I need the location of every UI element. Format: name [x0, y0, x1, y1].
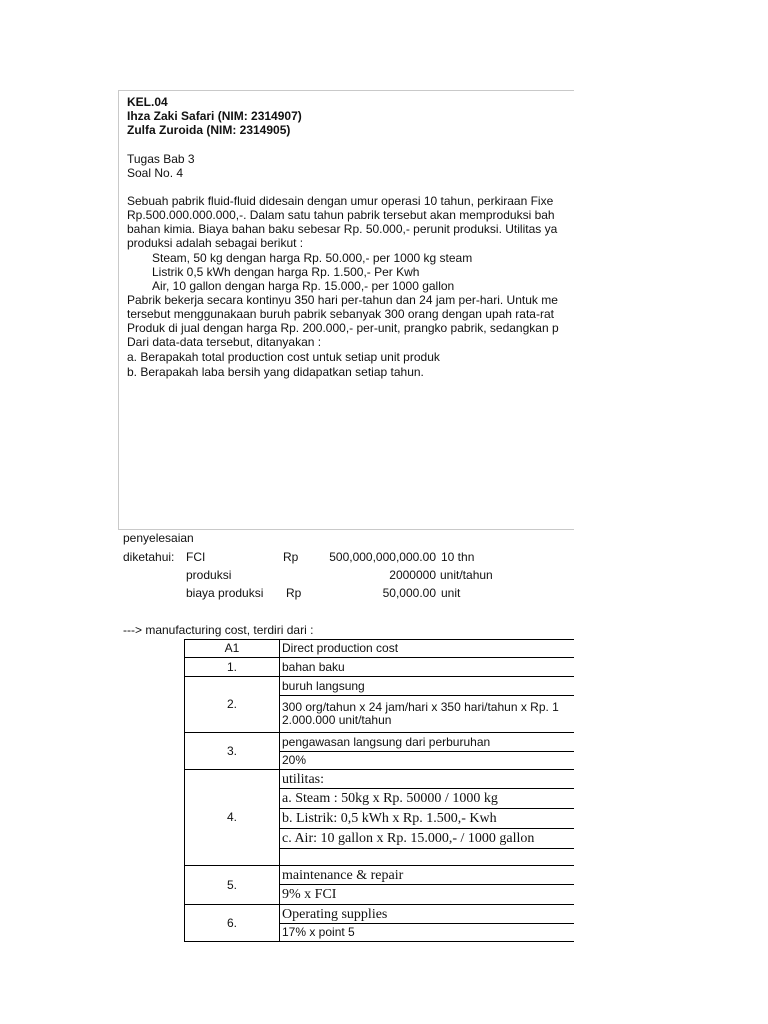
task-label: Tugas Bab 3: [127, 152, 195, 166]
fci-currency: Rp: [283, 550, 299, 564]
table-cell: 9% x FCI: [280, 885, 575, 905]
formula-line: 300 org/tahun x 24 jam/hari x 350 hari/tahun x Rp. 1: [282, 700, 559, 714]
question-a: a. Berapakah total production cost untuk setiap unit produk: [127, 350, 440, 364]
cost-label: biaya produksi: [186, 586, 264, 600]
row-number: 3.: [185, 733, 280, 770]
manufacturing-cost-table: [184, 639, 574, 942]
problem-line: Dari data-data tersebut, ditanyakan :: [127, 335, 322, 349]
table-cell: utilitas:: [280, 770, 575, 789]
table-row: [185, 658, 575, 677]
table-cell: Operating supplies: [280, 905, 575, 924]
table-cell: c. Air: 10 gallon x Rp. 15.000,- / 1000 gallon: [280, 829, 575, 849]
group-label: KEL.04: [127, 95, 168, 109]
member-2: Zulfa Zuroida (NIM: 2314905): [127, 123, 291, 137]
table-row: [185, 733, 575, 752]
table-cell: a. Steam : 50kg x Rp. 50000 / 1000 kg: [280, 789, 575, 809]
table-cell-empty: [280, 849, 575, 866]
cost-unit: unit: [441, 586, 461, 600]
row-number: 6.: [185, 905, 280, 942]
table-row: [185, 677, 575, 696]
question-b: b. Berapakah laba bersih yang didapatkan setiap tahun.: [127, 365, 424, 379]
known-label: diketahui:: [123, 550, 175, 564]
table-cell: 17% x point 5: [280, 924, 575, 942]
problem-line: bahan kimia. Biaya bahan baku sebesar Rp. 50.000,- perunit produksi. Utilitas ya: [127, 222, 558, 236]
table-cell-formula: [280, 696, 575, 733]
table-cell-a1: A1: [185, 640, 280, 658]
fci-value: 500,000,000,000.00: [329, 550, 436, 564]
row-number: 5.: [185, 866, 280, 905]
cost-currency: Rp: [286, 586, 302, 600]
table-cell: 20%: [280, 752, 575, 770]
production-label: produksi: [186, 568, 232, 582]
table-row: [185, 866, 575, 885]
table-cell: maintenance & repair: [280, 866, 575, 885]
problem-line: Rp.500.000.000.000,-. Dalam satu tahun pabrik tersebut akan memproduksi bah: [127, 208, 555, 222]
problem-line: Sebuah pabrik fluid-fluid didesain dengan umur operasi 10 tahun, perkiraan Fixe: [127, 194, 554, 208]
table-cell: b. Listrik: 0,5 kWh x Rp. 1.500,- Kwh: [280, 809, 575, 829]
row-number: 2.: [185, 677, 280, 733]
row-number: 4.: [185, 770, 280, 866]
table-cell: pengawasan langsung dari perburuhan: [280, 733, 575, 752]
problem-line: tersebut menggunakaan buruh pabrik sebanyak 300 orang dengan upah rata-rat: [127, 307, 554, 321]
fci-period: 10 thn: [441, 550, 475, 564]
utility-item: Steam, 50 kg dengan harga Rp. 50.000,- per 1000 kg steam: [152, 251, 473, 265]
production-value: 2000000: [389, 568, 436, 582]
cost-value: 50,000.00: [382, 586, 436, 600]
question-label: Soal No. 4: [127, 166, 184, 180]
table-cell: buruh langsung: [280, 677, 575, 696]
table-row: [185, 640, 575, 658]
production-unit: unit/tahun: [440, 568, 493, 582]
table-cell: bahan baku: [280, 658, 575, 677]
table-row: [185, 770, 575, 789]
utility-item: Listrik 0,5 kWh dengan harga Rp. 1.500,- Per Kwh: [152, 265, 420, 279]
problem-line: Pabrik bekerja secara kontinyu 350 hari per-tahun dan 24 jam per-hari. Untuk me: [127, 293, 558, 307]
fci-label: FCI: [186, 550, 206, 564]
formula-line: 2.000.000 unit/tahun: [282, 713, 392, 727]
table-row: [185, 905, 575, 924]
problem-line: produksi adalah sebagai berikut :: [127, 236, 304, 250]
problem-line: Produk di jual dengan harga Rp. 200.000,- per-unit, prangko pabrik, sedangkan p: [127, 321, 559, 335]
utility-item: Air, 10 gallon dengan harga Rp. 15.000,- per 1000 gallon: [152, 279, 455, 293]
member-1: Ihza Zaki Safari (NIM: 2314907): [127, 109, 302, 123]
manufacturing-cost-intro: ---> manufacturing cost, terdiri dari :: [123, 623, 314, 637]
row-number: 1.: [185, 658, 280, 677]
solution-heading: penyelesaian: [123, 531, 194, 545]
table-cell-a1-title: Direct production cost: [280, 640, 575, 658]
